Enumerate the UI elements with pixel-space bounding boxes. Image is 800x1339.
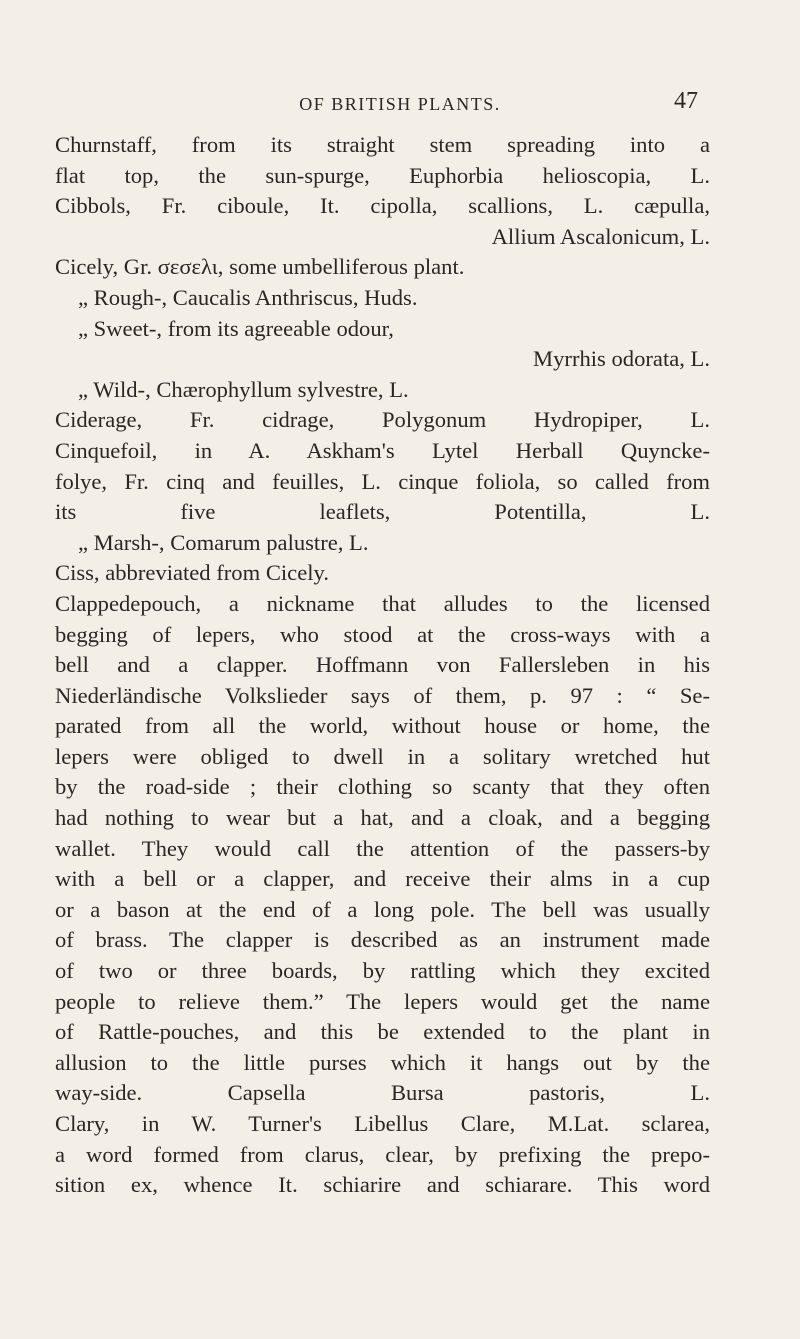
text-line: of Rattle-pouches, and this be extended to the plant in xyxy=(55,1019,710,1045)
text-line: begging of lepers, who stood at the cross-ways with a xyxy=(55,621,710,647)
text-line: with a bell or a clapper, and receive their alms in a cup xyxy=(55,866,710,892)
text-line: Clappedepouch, a nickname that alludes to the licensed xyxy=(55,590,710,616)
text-line: „ Wild-, Chærophyllum sylvestre, L. xyxy=(78,376,409,402)
text-line: „ Marsh-, Comarum palustre, L. xyxy=(78,529,369,555)
text-line: Allium Ascalonicum, L. xyxy=(491,223,710,249)
text-line: Churnstaff, from its straight stem spreading into a xyxy=(55,132,710,157)
text-line: allusion to the little purses which it hangs out by the xyxy=(55,1049,710,1075)
text-line: lepers were obliged to dwell in a solitary wretched hut xyxy=(55,743,710,769)
text-line: had nothing to wear but a hat, and a cloak, and a begging xyxy=(55,805,710,831)
text-line: „ Sweet-, from its agreeable odour, xyxy=(78,315,394,341)
page-body xyxy=(55,130,710,1201)
page-number: 47 xyxy=(674,88,698,114)
text-line: of two or three boards, by rattling which they excited xyxy=(55,958,710,984)
text-line: „ Rough-, Caucalis Anthriscus, Huds. xyxy=(78,284,418,310)
text-line: sition ex, whence It. schiarire and schiarare. This word xyxy=(55,1172,710,1198)
page-header xyxy=(0,88,800,122)
text-line: by the road-side ; their clothing so scanty that they often xyxy=(55,774,710,800)
text-line: Niederländische Volkslieder says of them, p. 97 : “ Se- xyxy=(55,682,710,708)
text-line: a word formed from clarus, clear, by prefixing the prepo- xyxy=(55,1141,710,1167)
running-title: OF BRITISH PLANTS. xyxy=(299,94,501,114)
text-line: way-side. Capsella Bursa pastoris, L. xyxy=(55,1080,710,1106)
text-line: people to relieve them.” The lepers would get the name xyxy=(55,988,710,1014)
text-line: bell and a clapper. Hoffmann von Fallersleben in his xyxy=(55,652,710,678)
text-line: Cicely, Gr. σεσελι, some umbelliferous plant. xyxy=(55,254,465,280)
text-line: of brass. The clapper is described as an instrument made xyxy=(55,927,710,953)
text-line: folye, Fr. cinq and feuilles, L. cinque foliola, so called from xyxy=(55,468,710,494)
text-line: wallet. They would call the attention of the passers-by xyxy=(55,835,710,861)
text-line: Cibbols, Fr. ciboule, It. cipolla, scallions, L. cæpulla, xyxy=(55,193,710,219)
text-line: flat top, the sun-spurge, Euphorbia helioscopia, L. xyxy=(55,162,710,188)
text-line: Ciderage, Fr. cidrage, Polygonum Hydropiper, L. xyxy=(55,407,710,433)
text-line: Ciss, abbreviated from Cicely. xyxy=(55,560,329,586)
text-line: Myrrhis odorata, L. xyxy=(533,346,710,372)
text-line: its five leaflets, Potentilla, L. xyxy=(55,499,710,525)
text-line: parated from all the world, without house or home, the xyxy=(55,713,710,739)
text-line: Cinquefoil, in A. Askham's Lytel Herball Quyncke- xyxy=(55,437,710,463)
text-line: Clary, in W. Turner's Libellus Clare, M.Lat. sclarea, xyxy=(55,1111,710,1136)
text-line: or a bason at the end of a long pole. The bell was usually xyxy=(55,896,710,922)
